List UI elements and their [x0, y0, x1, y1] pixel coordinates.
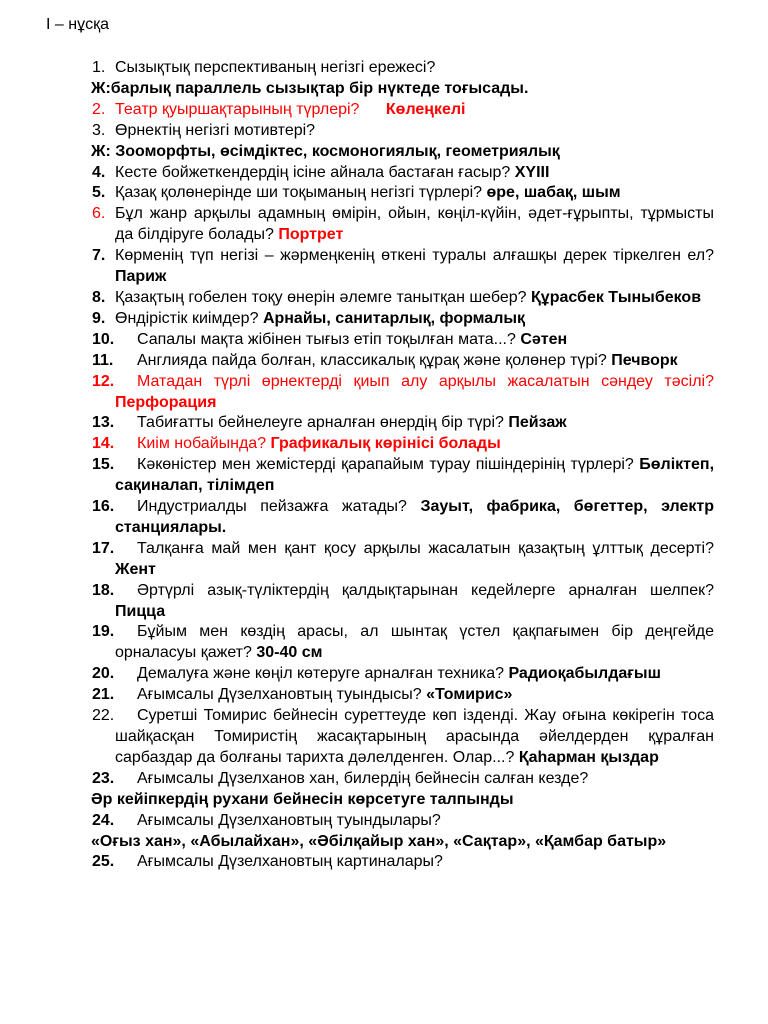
question-number: 20. — [92, 665, 115, 683]
question-item — [92, 811, 714, 832]
question-item — [92, 664, 714, 685]
question-number: 17. — [92, 539, 115, 557]
question-item — [92, 539, 714, 581]
question-text: Сызықтық перспективаның негізгі ережесі? — [115, 59, 436, 76]
question-item — [92, 685, 714, 706]
question-item — [92, 706, 714, 769]
question-text: Суретші Томирис бейнесін суреттеуде көп ізденді. Жау оғына көкірегін тоса шайқасқан Томиристің жасақтарының арасында әйелдерден құралған сарбаздар да болғаны тарихта дәлелденген. Олар...? — [115, 707, 714, 766]
question-text: Талқанға май мен қант қосу арқылы жасалатын қазақтың ұлттық десерті? — [137, 539, 714, 557]
question-item — [92, 246, 714, 288]
question-text: Бұйым мен көздің арасы, ал шынтақ үстел қақпағымен бір деңгейде орналасуы қажет? — [115, 623, 714, 662]
answer-text: Перфорация — [115, 393, 217, 411]
question-number: 25. — [92, 853, 115, 871]
question-number: 15. — [92, 456, 115, 474]
question-number: 3. — [92, 121, 106, 139]
question-text: Кесте бойжеткендердің ісіне айнала бастаған ғасыр? — [115, 163, 511, 181]
question-text: Театр қуыршақтарының түрлері? — [115, 100, 360, 118]
question-item — [92, 163, 714, 184]
answer-text: XYIII — [514, 163, 550, 181]
question-item — [92, 581, 714, 623]
question-item — [92, 351, 714, 372]
question-number: 23. — [92, 769, 115, 787]
answer-text: Радиоқабылдағыш — [508, 665, 661, 683]
question-text: Әртүрлі азық-түліктердің қалдықтарынан кедейлерге арналған шелпек? — [137, 581, 714, 599]
question-text: Өндірістік киімдер? — [115, 309, 259, 327]
question-number: 6. — [92, 205, 106, 223]
variant-title: І – нұсқа — [46, 16, 109, 33]
answer-text: Сәтен — [520, 330, 568, 348]
question-text: Индустриалды пейзажға жатады? — [137, 498, 407, 516]
question-text: Ағымсалы Дүзелханов хан, билердің бейнесін салған кезде? — [137, 769, 589, 787]
question-text: Қазақ қолөнерінде ши тоқыманың негізгі түрлері? — [115, 184, 483, 202]
question-text: Өрнектің негізгі мотивтері? — [115, 121, 316, 139]
answer-text: Графикалық көрінісі болады — [270, 435, 501, 453]
question-text: Киім нобайында? — [137, 435, 267, 453]
question-number: 11. — [92, 351, 114, 369]
answer-line: «Оғыз хан», «Абылайхан», «Әбілқайыр хан», «Сақтар», «Қамбар батыр» — [91, 832, 667, 850]
answer-text: Париж — [115, 268, 167, 286]
question-item — [92, 309, 714, 330]
question-number: 19. — [92, 623, 115, 641]
question-number: 22. — [92, 707, 115, 725]
answer-text: Печворк — [611, 351, 678, 369]
answer-text: Пицца — [115, 602, 166, 620]
answer-text: Жент — [115, 560, 156, 578]
question-text: Англияда пайда болған, классикалық құрақ және қолөнер түрі? — [137, 351, 607, 369]
question-item — [92, 183, 714, 204]
question-item — [92, 497, 714, 539]
question-number: 21. — [92, 686, 115, 704]
question-item — [92, 330, 714, 351]
question-number: 10. — [92, 330, 115, 348]
answer-text: Зауыт, фабрика, бөгеттер, электр станциялары. — [115, 498, 714, 536]
question-number: 12. — [92, 372, 115, 390]
question-text: Ағымсалы Дүзелхановтың туындылары? — [137, 811, 441, 829]
answer-text: Қаһарман қыздар — [518, 748, 659, 766]
question-text: Бұл жанр арқылы адамның өмірін, ойын, көңіл-күйін, әдет-ғұрыпты, тұрмысты да білдіруге болады? — [115, 205, 714, 244]
question-number: 16. — [92, 498, 115, 516]
answer-text: Құрасбек Тыныбеков — [531, 288, 702, 306]
question-text: Сапалы мақта жібінен тығыз етіп тоқылған мата...? — [137, 330, 516, 348]
question-text: Матадан түрлі өрнектерді қиып алу арқылы жасалатын сәндеу тәсілі? — [137, 372, 714, 390]
question-number: 13. — [92, 414, 115, 432]
question-item — [92, 288, 714, 309]
answer-line: Ж:барлық параллель сызықтар бір нүктеде тоғысады. — [91, 79, 529, 97]
question-text: Қазақтың гобелен тоқу өнерін әлемге танытқан шебер? — [115, 288, 527, 306]
question-item — [92, 204, 714, 246]
question-item — [92, 769, 714, 790]
answer-text: Арнайы, санитарлық, формалық — [262, 309, 526, 327]
answer-text: «Томирис» — [426, 686, 513, 704]
question-text: Ағымсалы Дүзелхановтың туындысы? — [137, 686, 422, 704]
question-list — [92, 58, 714, 873]
question-item — [92, 852, 714, 873]
question-text: Ағымсалы Дүзелхановтың картиналары? — [137, 853, 443, 871]
question-item — [92, 121, 714, 142]
question-item — [92, 58, 714, 79]
question-number: 18. — [92, 581, 115, 599]
question-number: 24. — [92, 811, 115, 829]
question-text: Көрменің түп негізі – жәрмеңкенің өткені туралы алғашқы дерек тіркелген ел? — [115, 247, 714, 265]
answer-text: Көлеңкелі — [385, 100, 466, 118]
answer-line: Ж: Зооморфты, өсімдіктес, космоногиялық, геометриялық — [91, 142, 560, 160]
question-item — [92, 413, 714, 434]
question-number: 4. — [92, 163, 106, 181]
answer-text: Бөліктеп, сақиналап, тілімдеп — [115, 456, 715, 495]
question-number: 14. — [92, 435, 115, 453]
question-text: Табиғатты бейнелеуге арналған өнердің бір түрі? — [137, 414, 504, 432]
question-item — [92, 372, 714, 414]
answer-text: 30-40 см — [256, 644, 323, 662]
question-item — [92, 622, 714, 664]
question-text: Кәкөністер мен жемістерді қарапайым турау пішіндерінің түрлері? — [137, 456, 634, 474]
question-number: 2. — [92, 100, 106, 118]
answer-text: Портрет — [278, 226, 344, 244]
question-item — [92, 455, 714, 497]
question-item — [92, 434, 714, 455]
answer-line: Әр кейіпкердің рухани бейнесін көрсетуге талпынды — [91, 790, 514, 808]
question-number: 7. — [92, 247, 106, 265]
answer-text: өре, шабақ, шым — [486, 184, 621, 202]
answer-text: Пейзаж — [508, 414, 567, 432]
question-text: Демалуға және көңіл көтеруге арналған техника? — [137, 665, 504, 683]
question-number: 1. — [92, 59, 106, 76]
question-number: 8. — [92, 288, 106, 306]
question-item — [92, 100, 714, 121]
question-number: 5. — [92, 184, 106, 202]
question-number: 9. — [92, 309, 106, 327]
